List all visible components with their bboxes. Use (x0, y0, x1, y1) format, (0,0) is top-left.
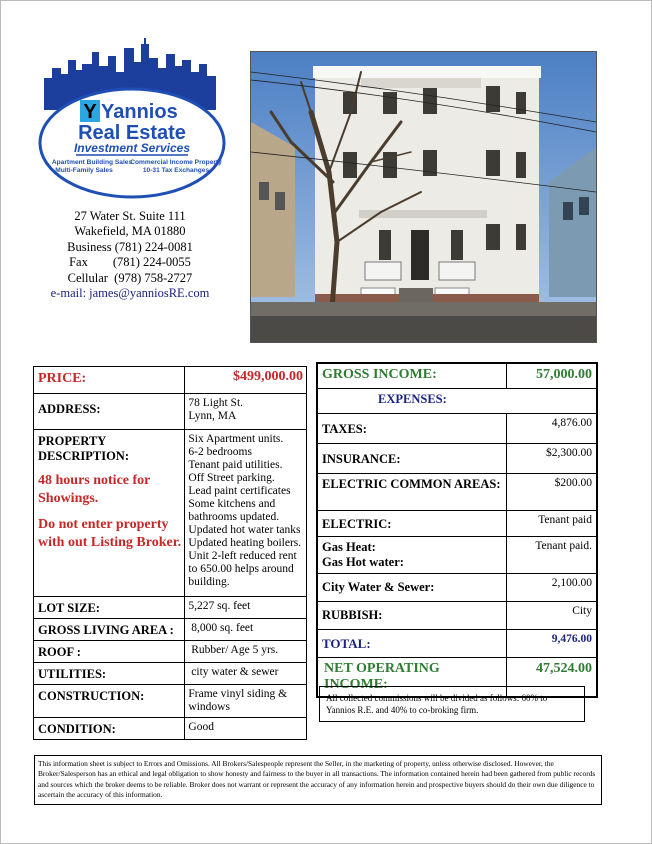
insurance-value: $2,300.00 (507, 444, 598, 474)
electric-value: Tenant paid (507, 511, 598, 537)
brand-line2: Real Estate (78, 122, 186, 144)
roof-row (34, 641, 307, 663)
insurance-label: INSURANCE: (317, 444, 507, 474)
noi-value: 47,524.00 (507, 658, 598, 698)
gas-value: Tenant paid. (507, 537, 598, 574)
email-link[interactable]: e-mail: james@yanniosRE.com (50, 286, 210, 301)
water-sewer-row (317, 574, 597, 602)
description-value (185, 430, 307, 597)
water-sewer-value: 2,100.00 (507, 574, 598, 602)
service-2: Commercial Income Property (130, 159, 222, 166)
address-value (185, 394, 307, 430)
description-line: Off Street parking. (188, 472, 275, 484)
brand-line1: Yannios (101, 101, 178, 123)
address-street: 78 Light St. (188, 397, 244, 409)
address-row (34, 394, 307, 430)
address-line-2: Wakefield, MA 01880 (74, 224, 186, 239)
service-1: Apartment Building Sales (51, 159, 133, 166)
description-line: Six Apartment units. (188, 433, 284, 445)
gross-income-label: GROSS INCOME: (317, 363, 507, 389)
contact-info (20, 209, 240, 301)
disclaimer: This information sheet is subject to Errors and Omissions. All Brokers/Salespeople represent the Seller, in the marketing of property, unless otherwise disclosed. However, the Broker/Salesperson has an ethical and legal obligation to show honesty and fairness to the buyer in all transactions. The information contained herein had been gathered from public records and sources which the broker deems to be reliable. Broker does not warrant or represent the accuracy of any information herein and prospective buyers should do their own due diligence to ascertain the accuracy of this information. (34, 755, 602, 805)
electric-label: ELECTRIC: (317, 511, 507, 537)
description-line: 6-2 bedrooms (188, 446, 252, 458)
description-line: Updated hot water tanks (188, 524, 301, 536)
expenses-row (317, 389, 597, 414)
rubbish-row (317, 602, 597, 630)
description-line: Unit 2-left reduced rent to 650.00 helps around building. (188, 550, 297, 588)
total-value: 9,476.00 (507, 630, 598, 658)
property-details-table (33, 366, 307, 740)
description-row (34, 430, 307, 597)
total-row (317, 630, 597, 658)
service-3: Multi-Family Sales (55, 167, 113, 174)
insurance-row (317, 444, 597, 474)
company-logo (36, 38, 228, 200)
expenses-label: EXPENSES: (317, 389, 597, 414)
condition-label: CONDITION: (34, 718, 185, 740)
business-phone: Business (781) 224-0081 (67, 239, 193, 254)
service-4: 10-31 Tax Exchanges (142, 167, 210, 174)
gross-income-value: 57,000.00 (507, 363, 598, 389)
financials-table (316, 362, 598, 698)
taxes-label: TAXES: (317, 414, 507, 444)
address-city: Lynn, MA (188, 410, 237, 422)
condition-row (34, 718, 307, 740)
price-label: PRICE: (34, 367, 185, 394)
rubbish-value: City (507, 602, 598, 630)
description-label: PROPERTY DESCRIPTION: (38, 434, 129, 463)
lot-size-value: 5,227 sq. feet (185, 597, 307, 619)
roof-label: ROOF : (34, 641, 185, 663)
lot-size-row (34, 597, 307, 619)
utilities-label: UTILITIES: (34, 663, 185, 685)
taxes-value: 4,876.00 (507, 414, 598, 444)
living-area-row (34, 619, 307, 641)
showing-notice: 48 hours notice for Showings. (38, 473, 151, 506)
gross-income-row (317, 363, 597, 389)
construction-value: Frame vinyl siding & windows (185, 685, 307, 718)
taxes-row (317, 414, 597, 444)
address-line-1: 27 Water St. Suite 111 (74, 209, 186, 223)
lot-size-label: LOT SIZE: (34, 597, 185, 619)
electric-common-row (317, 474, 597, 511)
cell-phone: Cellular (978) 758-2727 (67, 270, 193, 285)
gas-label: Gas Heat: Gas Hot water: (317, 537, 507, 574)
electric-common-value: $200.00 (507, 474, 598, 511)
utilities-value: city water & sewer (185, 663, 307, 685)
water-sewer-label: City Water & Sewer: (317, 574, 507, 602)
condition-value: Good (185, 718, 307, 740)
gas-row (317, 537, 597, 574)
price-value: $499,000.00 (185, 367, 307, 394)
svg-text:Y: Y (83, 101, 97, 123)
description-label-cell (34, 430, 185, 597)
construction-label: CONSTRUCTION: (34, 685, 185, 718)
price-row (34, 367, 307, 394)
description-line: Tenant paid utilities. (188, 459, 283, 471)
utilities-row (34, 663, 307, 685)
rubbish-label: RUBBISH: (317, 602, 507, 630)
brand-line3: Investment Services (73, 141, 191, 155)
address-label: ADDRESS: (34, 394, 185, 430)
description-line: Updated heating boilers. (188, 537, 302, 549)
living-area-label: GROSS LIVING AREA : (34, 619, 185, 641)
electric-row (317, 511, 597, 537)
total-label: TOTAL: (317, 630, 507, 658)
description-line: Lead paint certificates (188, 485, 291, 497)
electric-common-label: ELECTRIC COMMON AREAS: (317, 474, 507, 511)
listing-broker-notice: Do not enter property with out Listing Broker. (38, 517, 182, 550)
roof-value: Rubber/ Age 5 yrs. (185, 641, 307, 663)
description-line: Some kitchens and bathrooms updated. (188, 498, 280, 523)
property-photo (250, 51, 597, 343)
living-area-value: 8,000 sq. feet (185, 619, 307, 641)
commission-note: All collected commissions will be divided as follows: 60% to Yannios R.E. and 40% to co-broking firm. (319, 686, 585, 722)
fax-number: Fax (781) 224-0055 (69, 255, 191, 270)
construction-row (34, 685, 307, 718)
noi-label: NET OPERATING INCOME: (317, 658, 507, 698)
